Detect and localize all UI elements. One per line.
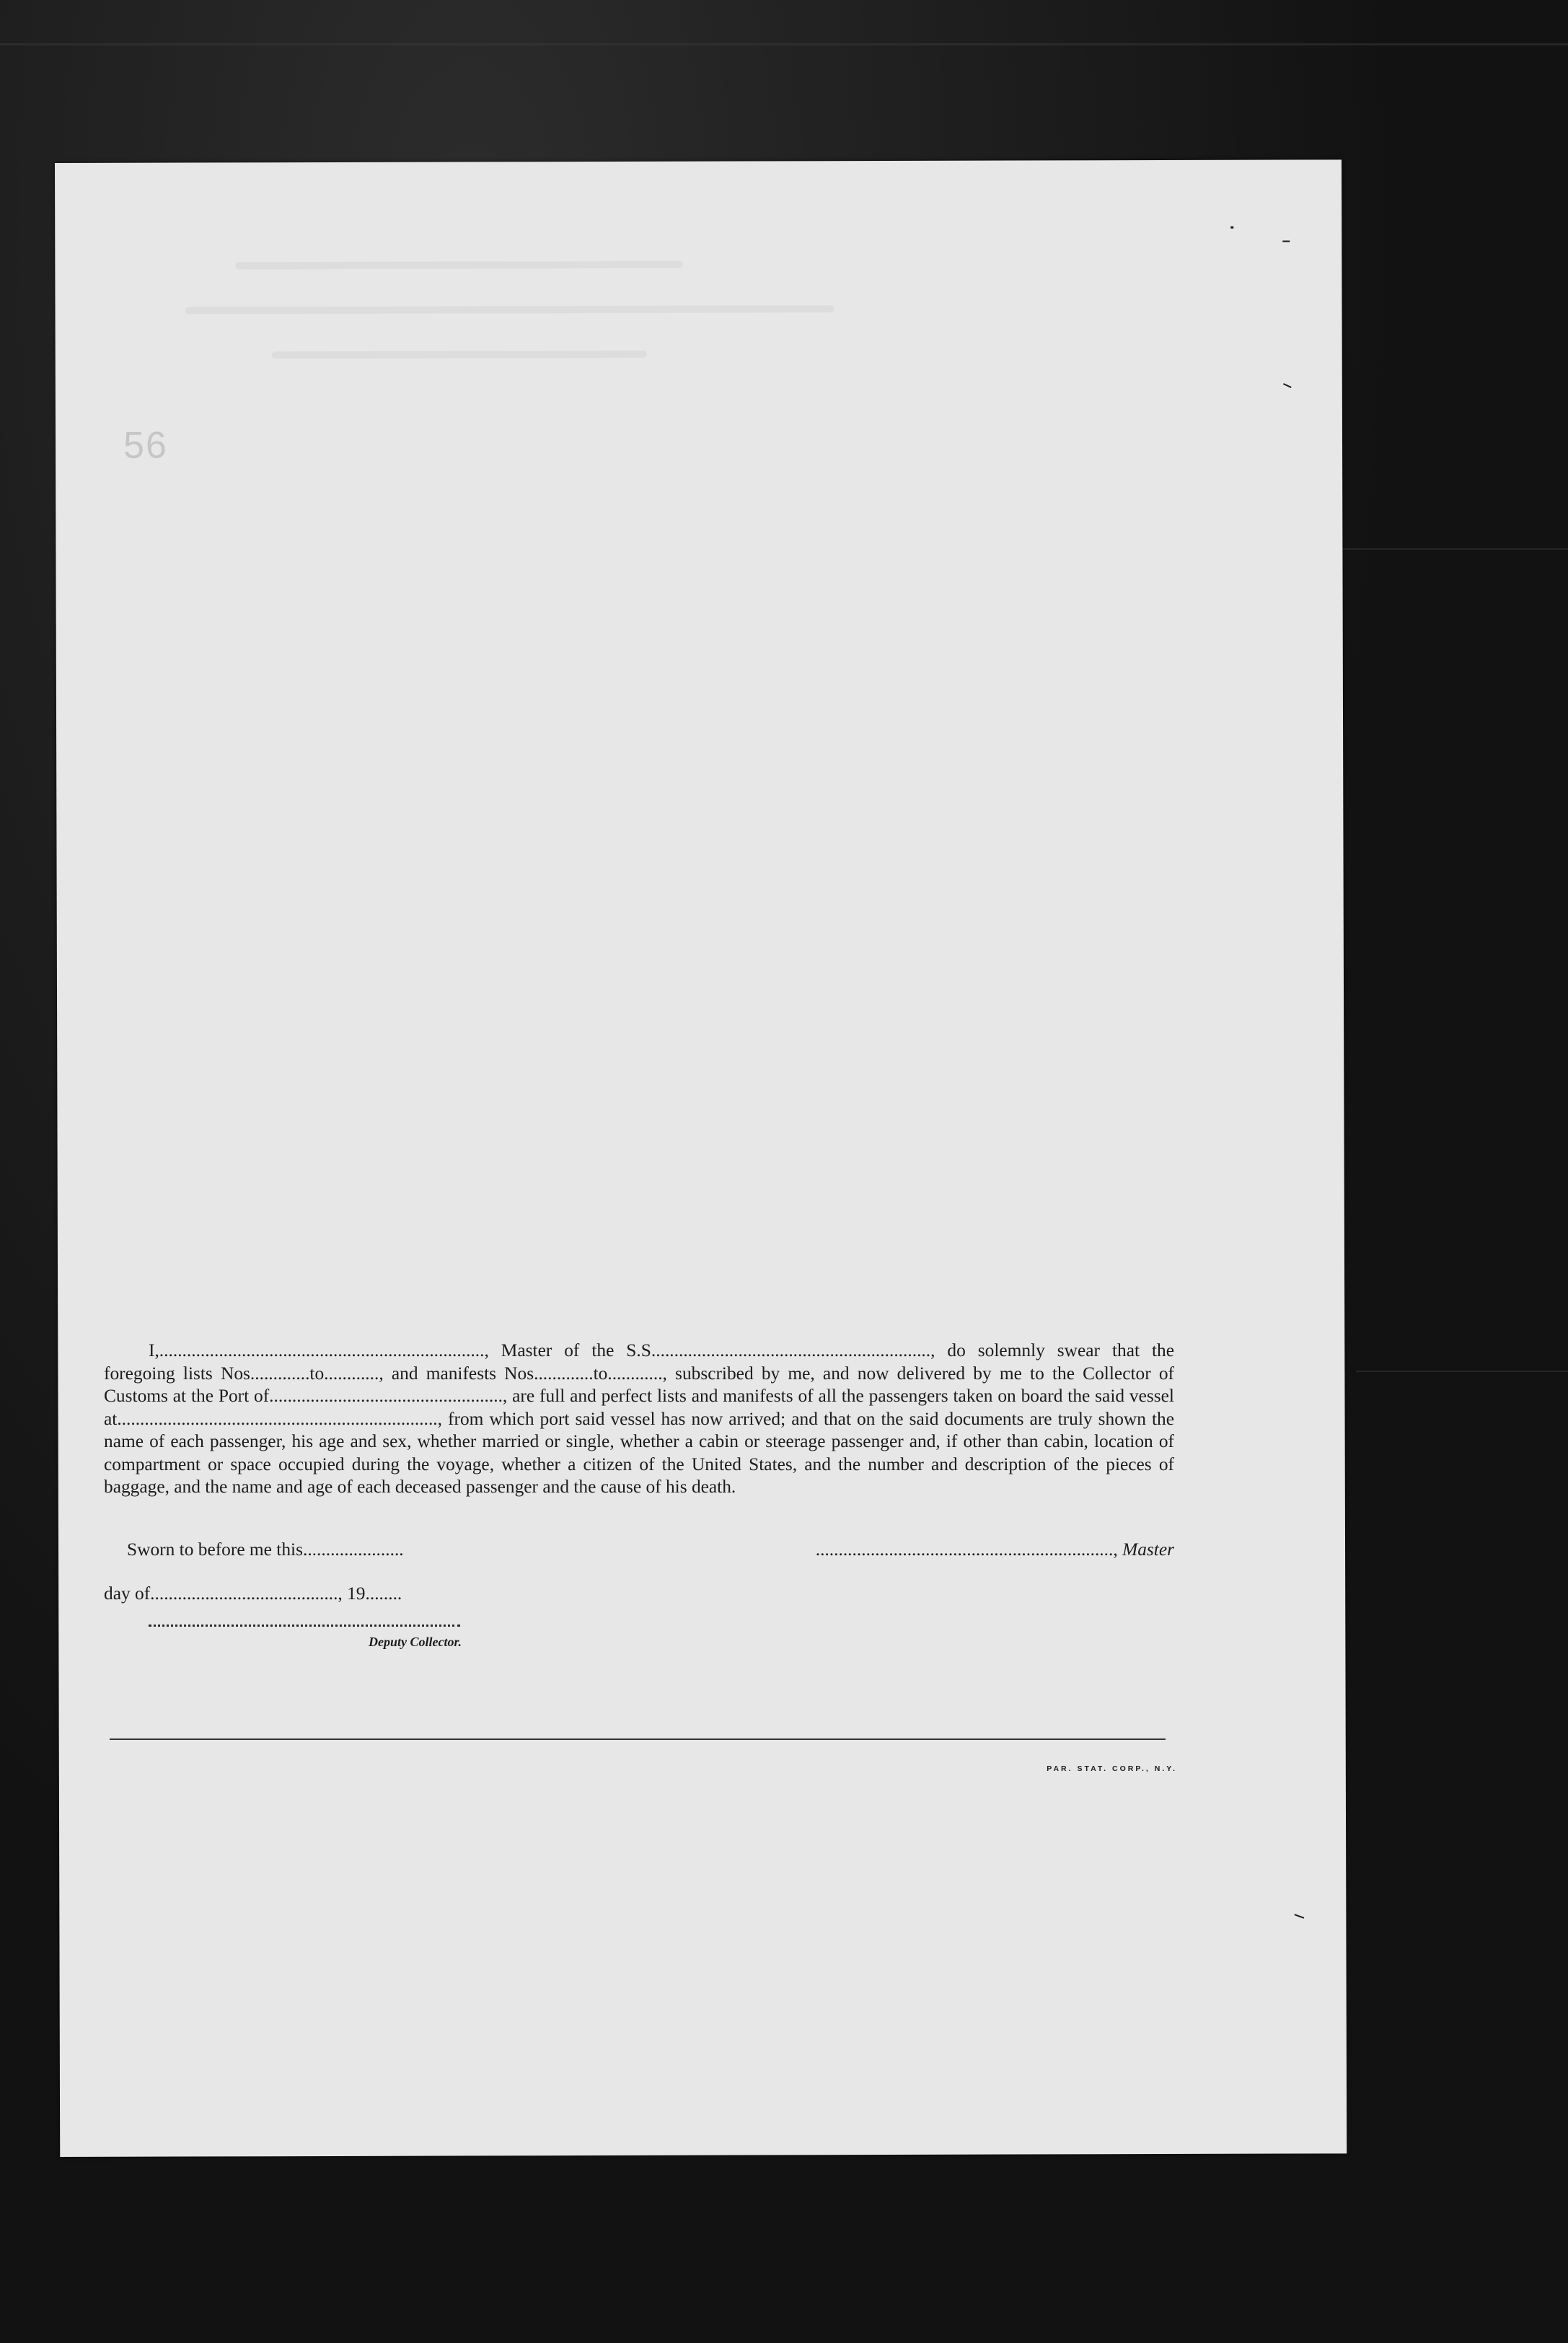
scan-artifact [1327, 548, 1568, 550]
scan-artifact [1356, 1371, 1568, 1372]
dust-speck [1282, 241, 1290, 242]
dust-speck [1294, 1914, 1304, 1919]
day-of-line: day of........................................., 19........ [104, 1583, 402, 1604]
master-signature-dots: ................................................................., [815, 1539, 1118, 1560]
master-oath-paragraph: I,......................................................................., Master of the S.S............................................................., do solemnly swear that the foregoing lists Nos.............to............, and manifests Nos.............to............, subscribed by me, and now delivered by me to the Collector of Customs at the Port of..................................................., are full and perfect lists and manifests of all the passengers taken on board the said vessel at......................................................................, from which port said vessel has now arrived; and that on the said documents are truly shown the name of each passenger, his age and sex, whether married or single, whether a cabin or steerage passenger and, if other than cabin, location of compartment or space occupied during the voyage, whether a citizen of the United States, and the number and description of the pieces of baggage, and the name and age of each deceased passenger and the cause of his death. [104, 1340, 1174, 1497]
master-signature-line [749, 1539, 1174, 1560]
dust-speck [1230, 227, 1233, 229]
document-page [55, 159, 1347, 2157]
printer-imprint: PAR. STAT. CORP., N.Y. [1047, 1764, 1177, 1773]
scan-artifact [0, 43, 1568, 45]
master-label: Master [1122, 1539, 1174, 1560]
sworn-before-line: Sworn to before me this...................... [127, 1539, 404, 1560]
deputy-collector-label: Deputy Collector. [369, 1635, 462, 1649]
footer-rule [110, 1738, 1166, 1740]
bleed-through-line [272, 351, 647, 359]
dust-speck [1283, 383, 1292, 388]
bleed-through-line [235, 261, 682, 270]
deputy-collector-signature-dots [149, 1625, 460, 1627]
bleed-through-line [185, 305, 834, 314]
bleed-through-number: 56 [123, 424, 168, 467]
